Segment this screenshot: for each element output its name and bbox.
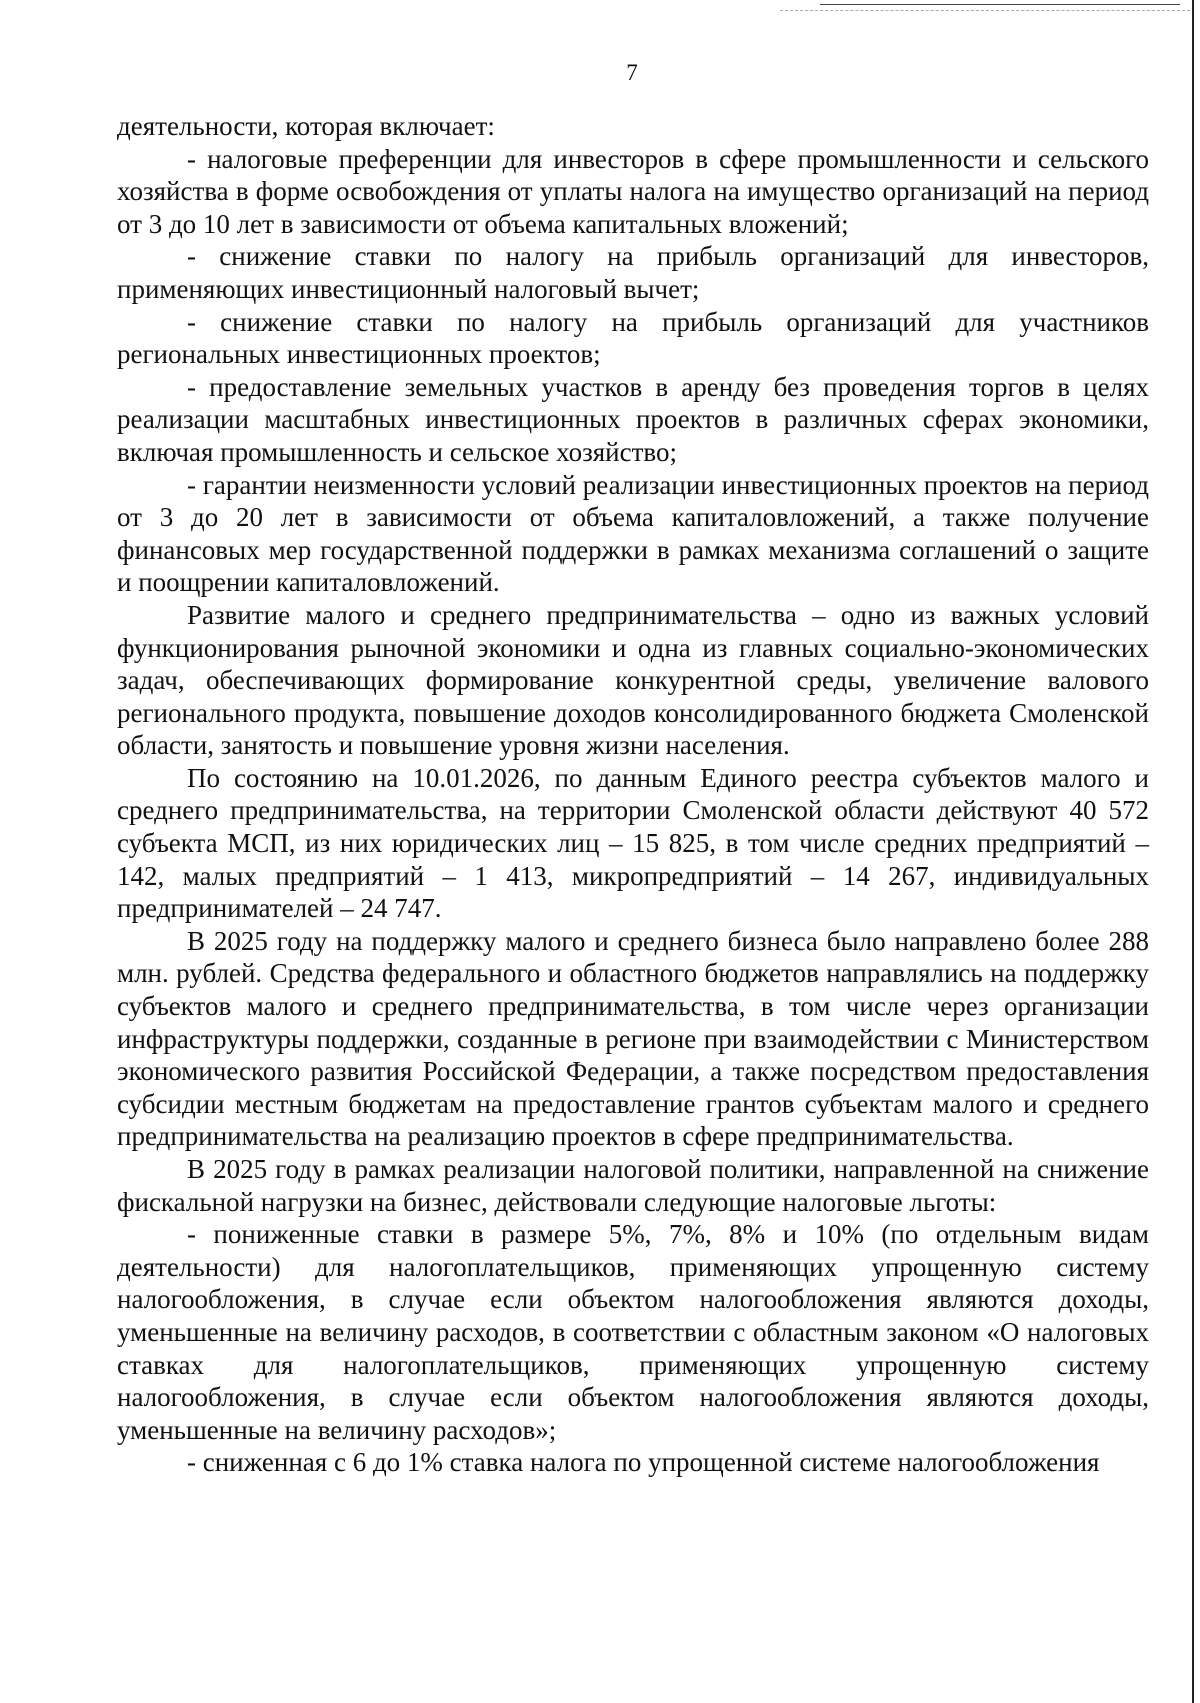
- scan-edge-line: [820, 4, 1180, 5]
- paragraph-0: деятельности, которая включает:: [117, 111, 495, 141]
- paragraph-7: По состоянию на 10.01.2026, по данным Единого реестра субъектов малого и среднего предпринимательства, на территории Смоленской области действуют 40 572 субъекта МСП, из них юридических лиц – 15 825, в том числе средних предприятий – 142, малых предприятий – 1 413, микропредприятий – 14 267, индивидуальных предпринимателей – 24 747.: [117, 762, 1149, 924]
- scan-edge-dotted-line: [780, 10, 1190, 11]
- paragraph-5: - гарантии неизменности условий реализации инвестиционных проектов на период от 3 до 20 лет в зависимости от объема капиталовложений, а также получение финансовых мер государственной поддержки в рамках механизма соглашений о защите и поощрении капиталовложений.: [117, 469, 1149, 598]
- page-number: 7: [626, 60, 638, 85]
- paragraph-9: В 2025 году в рамках реализации налоговой политики, направленной на снижение фискальной нагрузки на бизнес, действовали следующие налоговые льготы:: [117, 1154, 1149, 1217]
- paragraph-11: - сниженная с 6 до 1% ставка налога по упрощенной системе налогообложения: [187, 1447, 1100, 1478]
- paragraph-3: - снижение ставки по налогу на прибыль организаций для участников региональных инвестиционных проектов;: [117, 306, 1149, 370]
- paragraph-6: Развитие малого и среднего предпринимательства – одно из важных условий функционирования рыночной экономики и одна из главных социально-экономических задач, обеспечивающих формирование конкурентной среды, увеличение валового регионального продукта, повышение доходов консолидированного бюджета Смоленской области, занятость и повышение уровня жизни населения.: [117, 599, 1149, 761]
- paragraph-10: - пониженные ставки в размере 5%, 7%, 8% и 10% (по отдельным видам деятельности) для налогоплательщиков, применяющих упрощенную систему налогообложения, в случае если объектом налогообложения являются доходы, уменьшенные на величину расходов, в соответствии с областным законом «О налоговых ставках для налогоплательщиков, применяющих упрощенную систему налогообложения, в случае если объектом налогообложения являются доходы, уменьшенные на величину расходов»;: [117, 1219, 1149, 1445]
- paragraph-1: - налоговые преференции для инвесторов в сфере промышленности и сельского хозяйства в форме освобождения от уплаты налога на имущество организаций на период от 3 до 10 лет в зависимости от объема капитальных вложений;: [117, 143, 1149, 239]
- paragraph-2: - снижение ставки по налогу на прибыль организаций для инвесторов, применяющих инвестиционный налоговый вычет;: [117, 241, 1149, 304]
- paragraph-8: В 2025 году на поддержку малого и среднего бизнеса было направлено более 288 млн. рублей. Средства федерального и областного бюджетов направлялись на поддержку субъектов малого и среднего предпринимательства, в том числе через организации инфраструктуры поддержки, созданные в регионе при взаимодействии с Министерством экономического развития Российской Федерации, а также посредством предоставления субсидии местным бюджетам на предоставление грантов субъектам малого и среднего предпринимательства на реализацию проектов в сфере предпринимательства.: [117, 925, 1149, 1152]
- scan-edge-right-border: [1192, 0, 1194, 1703]
- paragraph-4: - предоставление земельных участков в аренду без проведения торгов в целях реализации масштабных инвестиционных проектов в различных сферах экономики, включая промышленность и сельское хозяйство;: [117, 371, 1149, 467]
- body-text: [117, 110, 1149, 1479]
